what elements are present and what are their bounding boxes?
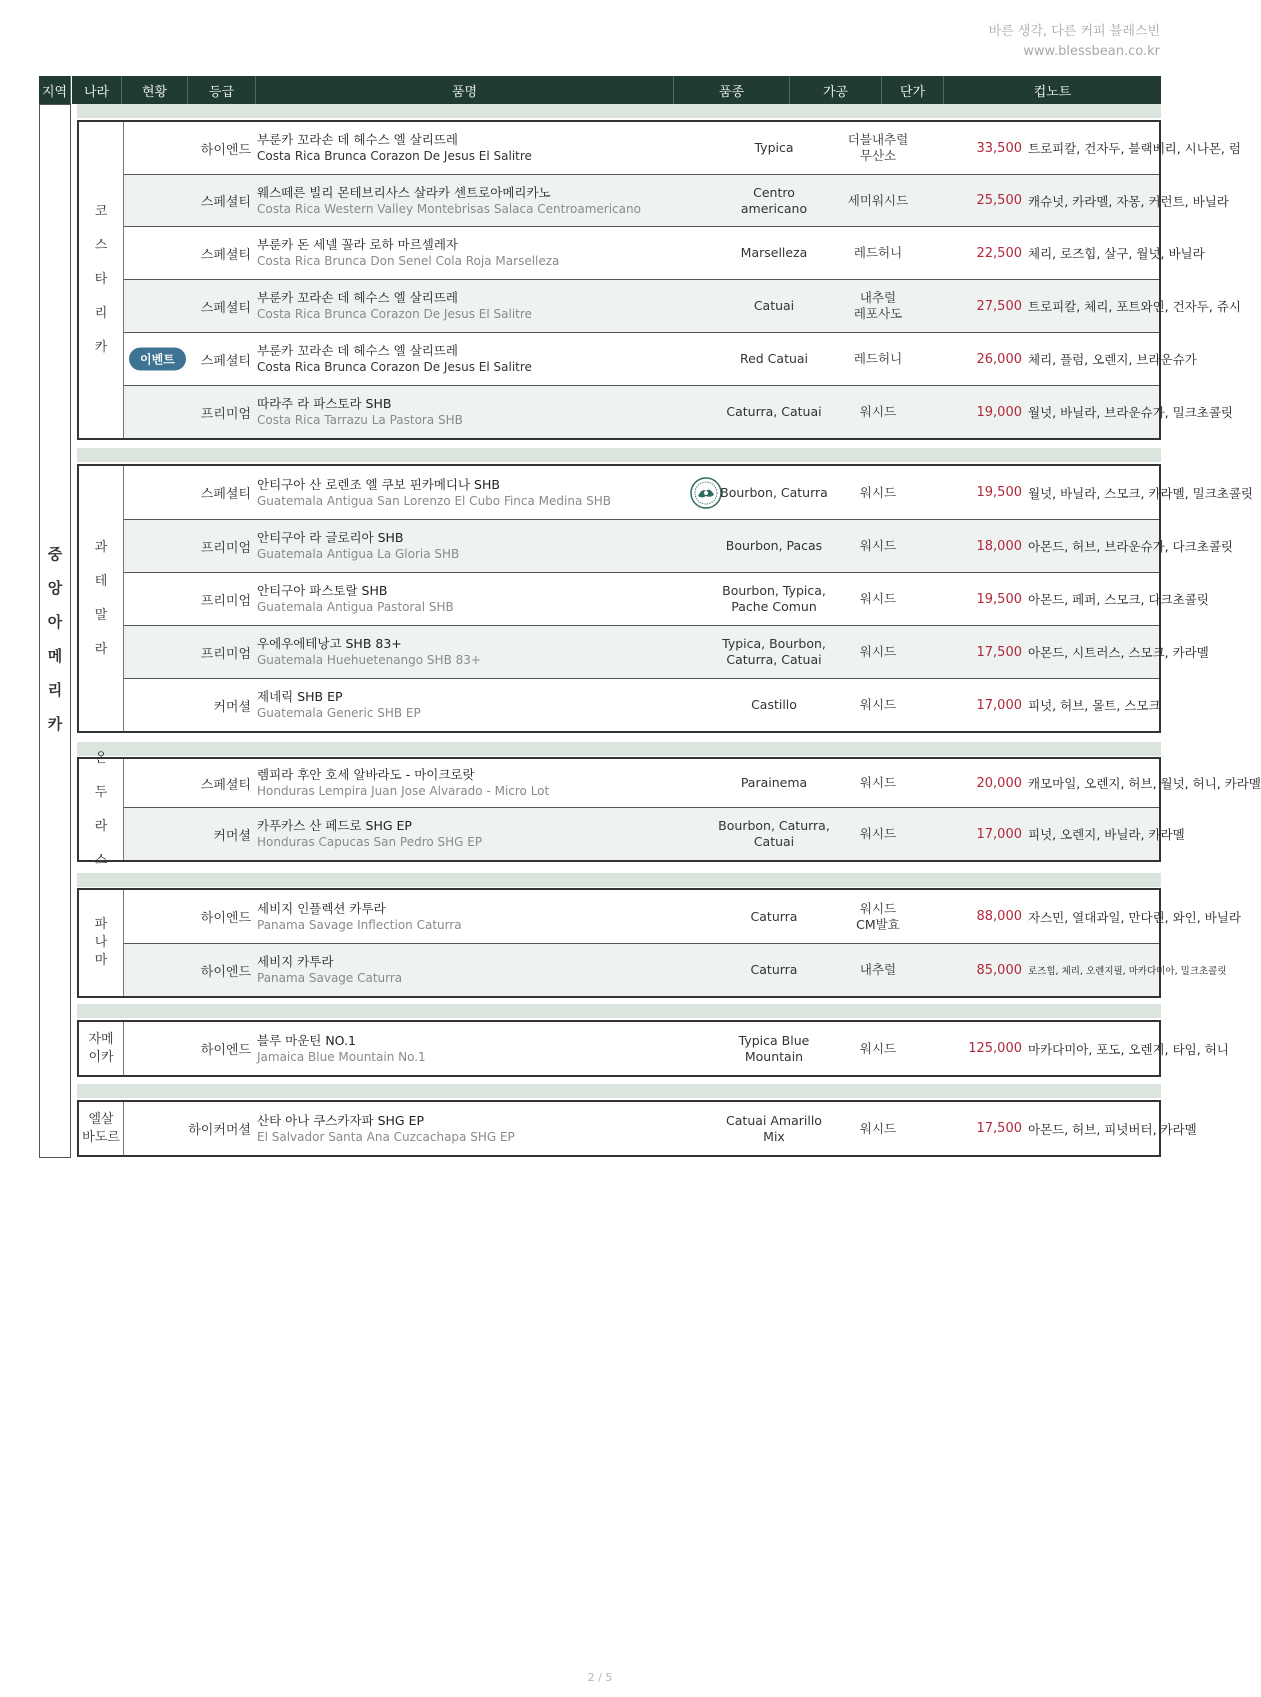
variety-line: Red Catuai — [739, 351, 809, 366]
process-line: 워시드 — [859, 404, 897, 419]
country-char: 바도르 — [82, 1129, 120, 1145]
event-badge[interactable]: 이벤트 — [129, 348, 186, 371]
cupnote-cell: 체리, 플럼, 오렌지, 브라운슈가 — [1028, 352, 1197, 367]
variety-text — [722, 636, 826, 668]
process-cell — [832, 808, 924, 860]
price-cell: 19,000 — [976, 404, 1022, 420]
header-grade: 등급 — [188, 76, 256, 104]
header-cupnote: 컵노트 — [944, 76, 1161, 104]
table-row[interactable] — [124, 332, 1197, 385]
cupnote-cell: 월넛, 바닐라, 스모크, 카라멜, 밀크초콜릿 — [1028, 485, 1253, 501]
group-separator — [77, 873, 1161, 887]
country-char: 온 — [94, 750, 108, 766]
country-char: 스 — [94, 852, 108, 868]
variety-line: Parainema — [740, 775, 808, 790]
country-name — [82, 1111, 120, 1147]
process-text — [860, 644, 896, 660]
header-process: 가공 — [790, 76, 882, 104]
variety-text — [720, 485, 828, 501]
cupnote-cell: 아몬드, 페퍼, 스모크, 다크초콜릿 — [1028, 592, 1209, 607]
variety-line: Mountain — [744, 1048, 804, 1064]
process-text — [848, 193, 908, 209]
brand-url: www.blessbean.co.kr — [1023, 44, 1160, 59]
product-name-cell — [257, 890, 657, 943]
product-name-kr: 산타 아나 쿠스카자파 SHG EP — [257, 1112, 425, 1128]
price-cell: 19,500 — [976, 485, 1022, 500]
process-cell — [832, 573, 924, 625]
process-text — [860, 697, 896, 713]
process-cell — [832, 122, 924, 174]
table-row[interactable] — [124, 466, 1253, 519]
product-name-kr: 안티구아 라 글로리아 SHB — [257, 530, 404, 545]
table-row[interactable] — [124, 1102, 1197, 1155]
process-cell — [832, 386, 924, 438]
process-cell — [832, 227, 924, 279]
product-name-en: Costa Rica Brunca Corazon De Jesus El Salitre — [257, 149, 532, 163]
process-line: 워시드 — [859, 591, 897, 606]
product-name-en: Costa Rica Western Valley Montebrisas Salaca Centroamericano — [257, 201, 641, 216]
country-cell — [79, 750, 124, 868]
table-row[interactable] — [124, 890, 1241, 943]
product-name-en: El Salvador Santa Ana Cuzcachapa SHG EP — [257, 1129, 515, 1144]
grade-cell: 스페셜티 — [200, 777, 251, 793]
product-name-en: Costa Rica Brunca Don Senel Cola Roja Marselleza — [257, 254, 560, 268]
table-row[interactable] — [124, 759, 1261, 807]
process-text — [854, 290, 902, 322]
variety-cell — [716, 944, 832, 996]
variety-line: americano — [740, 200, 808, 216]
country-char: 코 — [94, 204, 108, 219]
table-row[interactable] — [124, 1022, 1229, 1075]
process-text — [848, 132, 908, 164]
price-cell: 26,000 — [976, 351, 1022, 367]
product-name-cell — [257, 386, 657, 438]
product-name-kr: 카푸카스 산 페드로 SHG EP — [257, 818, 412, 833]
variety-line: Typica Blue — [738, 1032, 810, 1048]
process-line: 레드허니 — [853, 351, 903, 366]
product-name-cell — [257, 1022, 657, 1075]
country-name — [95, 531, 108, 667]
group-separator — [77, 742, 1161, 756]
brand-header — [989, 22, 1160, 62]
grade-cell: 하이엔드 — [200, 964, 251, 980]
product-name-en: Costa Rica Brunca Corazon De Jesus El Salitre — [257, 360, 532, 374]
region-char: 메 — [47, 647, 63, 665]
process-line: 레드허니 — [853, 245, 903, 260]
product-name-kr: 우에우에테낭고 SHB 83+ — [257, 636, 402, 651]
process-line: 내추럴 — [859, 290, 897, 305]
process-text — [860, 538, 896, 554]
product-name-kr: 블루 마운틴 NO.1 — [257, 1032, 356, 1048]
cupnote-cell: 피넛, 허브, 몰트, 스모크 — [1028, 698, 1161, 713]
variety-cell — [716, 679, 832, 731]
variety-cell — [716, 1102, 832, 1155]
process-cell — [832, 759, 924, 807]
price-cell: 125,000 — [968, 1041, 1022, 1056]
process-line: 워시드 — [859, 775, 897, 790]
process-line: 워시드 — [859, 538, 897, 553]
country-group — [77, 888, 1241, 998]
product-name-kr: 따라주 라 파스토라 SHB — [257, 396, 392, 411]
process-cell — [832, 280, 924, 332]
variety-line: Marselleza — [740, 245, 808, 260]
table-row[interactable] — [124, 943, 1227, 996]
process-text — [854, 351, 902, 367]
process-line: 워시드 — [859, 1040, 897, 1056]
process-text — [860, 404, 896, 420]
variety-cell — [716, 890, 832, 943]
product-name-en: Costa Rica Tarrazu La Pastora SHB — [257, 413, 463, 427]
product-name-kr: 안티구아 산 로렌조 엘 쿠보 핀카메디나 SHB — [257, 476, 500, 492]
country-char: 자메 — [88, 1031, 114, 1047]
price-cell: 88,000 — [976, 909, 1022, 924]
country-name — [95, 916, 108, 970]
table-row[interactable] — [124, 385, 1233, 438]
table-row[interactable] — [124, 174, 1229, 226]
variety-line: Caturra — [750, 908, 798, 924]
variety-line: Typica — [754, 140, 794, 155]
region-char: 아 — [47, 613, 63, 631]
cupnote-cell: 체리, 로즈힙, 살구, 월넛, 바닐라 — [1028, 246, 1205, 261]
variety-cell — [716, 227, 832, 279]
process-text — [856, 901, 900, 933]
product-name-kr: 부룬카 꼬라손 데 헤수스 엘 살리뜨레 — [257, 132, 458, 147]
variety-line: Catuai — [753, 834, 795, 849]
region-char: 앙 — [47, 579, 63, 597]
product-name-cell — [257, 944, 657, 996]
price-cell: 17,000 — [976, 697, 1022, 713]
table-row[interactable] — [124, 122, 1241, 174]
grade-cell: 하이엔드 — [200, 911, 251, 926]
process-cell — [832, 944, 924, 996]
product-name-cell — [257, 280, 657, 332]
product-name-en: Guatemala Antigua San Lorenzo El Cubo Finca Medina SHB — [257, 493, 612, 508]
cupnote-cell: 캐모마일, 오렌지, 허브, 월넛, 허니, 카라멜 — [1028, 776, 1261, 791]
product-name-en: Guatemala Antigua Pastoral SHB — [257, 600, 454, 614]
product-name-kr: 웨스떼른 빌리 몬테브리사스 살라카 센트로아메리카노 — [257, 184, 551, 200]
country-cell — [79, 1022, 124, 1075]
process-text — [860, 826, 896, 842]
country-char: 두 — [94, 784, 108, 800]
process-text — [860, 591, 896, 607]
page-number: 2 / 5 — [587, 1671, 613, 1684]
variety-text — [739, 1033, 810, 1065]
product-name-kr: 안티구아 파스토랄 SHB — [257, 583, 388, 598]
country-group — [77, 1020, 1229, 1077]
process-cell — [832, 466, 924, 519]
process-cell — [832, 626, 924, 678]
variety-cell — [716, 175, 832, 226]
country-group — [77, 120, 1241, 440]
variety-line: Caturra, Catuai — [726, 404, 822, 419]
country-name — [88, 1031, 113, 1067]
product-name-cell — [257, 1102, 657, 1155]
process-line: 워시드 — [859, 697, 897, 712]
region-char: 중 — [47, 545, 63, 563]
region-column — [39, 104, 71, 1158]
product-name-cell — [257, 333, 657, 385]
price-cell: 20,000 — [976, 775, 1022, 791]
product-name-en: Panama Savage Inflection Caturra — [257, 917, 462, 932]
table-row[interactable] — [124, 279, 1241, 332]
grade-cell: 스페셜티 — [200, 353, 251, 369]
process-line: 세미워시드 — [847, 192, 909, 208]
price-cell: 85,000 — [976, 962, 1022, 978]
header-variety: 품종 — [674, 76, 790, 104]
process-text — [860, 485, 896, 501]
country-char: 말 — [94, 607, 108, 623]
table-row[interactable] — [124, 625, 1209, 678]
product-name-kr: 부룬카 꼬라손 데 헤수스 엘 살리뜨레 — [257, 343, 458, 358]
grade-cell: 스페셜티 — [200, 247, 251, 263]
product-name-kr: 렘피라 후안 호세 알바라도 - 마이크로랏 — [257, 767, 475, 782]
region-char: 리 — [47, 681, 63, 699]
variety-cell — [716, 386, 832, 438]
process-text — [860, 1041, 896, 1057]
process-line: 워시드 — [859, 644, 897, 659]
variety-text — [741, 245, 808, 261]
cupnote-cell: 자스민, 열대과일, 만다린, 와인, 바닐라 — [1028, 909, 1241, 925]
product-name-en: Guatemala Antigua La Gloria SHB — [257, 547, 460, 561]
product-name-cell — [257, 175, 657, 226]
variety-line: Bourbon, Caturra — [720, 484, 828, 500]
product-name-kr: 제네릭 SHB EP — [257, 689, 343, 704]
variety-cell — [716, 626, 832, 678]
variety-text — [718, 818, 830, 850]
process-cell — [832, 333, 924, 385]
price-cell: 18,000 — [976, 538, 1022, 554]
process-line: 레포사도 — [853, 306, 903, 321]
table-row[interactable] — [124, 807, 1185, 860]
variety-line: Centro — [753, 184, 795, 200]
header-country: 나라 — [72, 76, 122, 104]
process-line: 워시드 — [859, 900, 897, 916]
product-name-en: Panama Savage Caturra — [257, 971, 403, 985]
variety-cell — [716, 1022, 832, 1075]
price-cell: 17,000 — [976, 826, 1022, 842]
price-cell: 22,500 — [976, 245, 1022, 261]
process-text — [860, 775, 896, 791]
cupnote-cell: 아몬드, 시트러스, 스모크, 카라멜 — [1028, 645, 1209, 660]
country-name — [95, 742, 108, 878]
process-cell — [832, 1102, 924, 1155]
grade-cell: 프리미엄 — [200, 406, 251, 422]
grade-cell: 커머셜 — [213, 699, 251, 715]
cupnote-cell: 월넛, 바닐라, 브라운슈가, 밀크초콜릿 — [1028, 405, 1233, 420]
grade-cell: 프리미엄 — [200, 593, 251, 609]
variety-cell — [716, 333, 832, 385]
process-line: 워시드 — [859, 826, 897, 841]
country-group — [77, 750, 1261, 868]
header-price: 단가 — [882, 76, 944, 104]
grade-cell: 스페셜티 — [200, 300, 251, 316]
variety-cell — [716, 808, 832, 860]
product-name-cell — [257, 679, 657, 731]
price-cell: 17,500 — [976, 644, 1022, 660]
variety-text — [751, 697, 797, 713]
cupnote-cell: 아몬드, 허브, 브라운슈가, 다크초콜릿 — [1028, 539, 1233, 554]
cupnote-cell: 마카다미아, 포도, 오렌지, 타임, 허니 — [1028, 1041, 1229, 1057]
country-char: 리 — [94, 306, 108, 321]
process-line: 워시드 — [859, 1120, 897, 1136]
group-separator — [77, 1084, 1161, 1098]
region-char: 카 — [47, 715, 63, 733]
price-cell: 33,500 — [976, 140, 1022, 156]
product-name-kr: 세비지 카투라 — [257, 954, 334, 969]
country-char: 라 — [94, 818, 108, 834]
variety-text — [754, 298, 794, 314]
group-separator — [77, 1004, 1161, 1018]
table-row[interactable] — [124, 678, 1159, 731]
header-status: 현황 — [122, 76, 188, 104]
grade-cell: 하이엔드 — [200, 142, 251, 158]
country-char: 엘살 — [88, 1111, 114, 1127]
cupnote-cell: 트로피칼, 건자두, 블랙베리, 시나몬, 럼 — [1028, 141, 1241, 156]
product-name-cell — [257, 520, 657, 572]
header-name: 품명 — [256, 76, 674, 104]
country-cell — [79, 890, 124, 996]
variety-line: Bourbon, Typica, — [722, 583, 826, 598]
process-line: 내추럴 — [859, 962, 897, 977]
country-char: 테 — [94, 573, 108, 589]
variety-cell — [716, 280, 832, 332]
table-row[interactable] — [124, 519, 1233, 572]
country-cell — [79, 466, 124, 731]
variety-cell — [716, 759, 832, 807]
grade-cell: 하이커머셜 — [188, 1123, 251, 1138]
variety-line: Pache Comun — [731, 599, 817, 614]
header-region: 지역 — [39, 76, 71, 104]
country-char: 파 — [94, 917, 108, 932]
cupnote-cell: 트로피칼, 체리, 포트와인, 건자두, 쥬시 — [1028, 299, 1241, 314]
product-name-cell — [257, 759, 657, 807]
product-name-en: Guatemala Generic SHB EP — [257, 706, 421, 720]
process-text — [860, 962, 896, 978]
group-separator — [77, 448, 1161, 462]
product-name-kr: 부룬카 돈 세넬 꼴라 로하 마르셀레자 — [257, 237, 458, 252]
variety-line: Caturra, Catuai — [726, 652, 822, 667]
product-name-cell — [257, 227, 657, 279]
variety-text — [726, 1113, 822, 1145]
cupnote-cell: 로즈힙, 체리, 오렌지필, 마카다미아, 밀크초콜릿 — [1028, 966, 1227, 977]
process-text — [860, 1121, 896, 1137]
group-separator — [77, 104, 1161, 118]
country-group — [77, 464, 1253, 733]
process-line: CM발효 — [856, 916, 900, 932]
process-cell — [832, 1022, 924, 1075]
grade-cell: 하이엔드 — [200, 1043, 251, 1058]
country-cell — [79, 1102, 124, 1155]
variety-line: Bourbon, Pacas — [725, 538, 823, 553]
brand-slogan: 바른 생각, 다른 커피 블레스빈 — [988, 24, 1160, 39]
process-line: 무산소 — [859, 148, 897, 163]
product-name-cell — [257, 466, 657, 519]
variety-text — [754, 140, 793, 156]
price-cell: 17,500 — [976, 1121, 1022, 1136]
variety-cell — [716, 122, 832, 174]
variety-line: Caturra — [750, 962, 798, 977]
process-text — [854, 245, 902, 261]
variety-line: Castillo — [751, 697, 797, 712]
process-cell — [832, 679, 924, 731]
product-name-cell — [257, 626, 657, 678]
process-line: 워시드 — [859, 484, 897, 500]
process-line: 더블내추럴 — [847, 132, 909, 147]
process-cell — [832, 520, 924, 572]
process-cell — [832, 890, 924, 943]
product-name-kr: 부룬카 꼬라손 데 헤수스 엘 살리뜨레 — [257, 290, 458, 305]
country-char: 카 — [94, 340, 108, 355]
variety-line: Mix — [763, 1128, 785, 1144]
country-cell — [79, 122, 124, 438]
variety-cell — [716, 520, 832, 572]
variety-text — [741, 775, 807, 791]
variety-text — [722, 583, 826, 615]
cupnote-cell: 캐슈넛, 카라멜, 자몽, 커런트, 바닐라 — [1028, 193, 1229, 209]
grade-cell: 스페셜티 — [200, 487, 251, 502]
product-name-en: Costa Rica Brunca Corazon De Jesus El Salitre — [257, 307, 532, 321]
country-name — [95, 195, 108, 365]
country-char: 라 — [94, 641, 108, 657]
price-cell: 27,500 — [976, 298, 1022, 314]
country-char: 타 — [94, 272, 108, 287]
product-name-en: Guatemala Huehuetenango SHB 83+ — [257, 653, 481, 667]
variety-cell — [716, 466, 832, 519]
grade-cell: 프리미엄 — [200, 540, 251, 556]
variety-text — [741, 185, 807, 217]
country-char: 과 — [94, 539, 108, 555]
grade-cell: 프리미엄 — [200, 646, 251, 662]
country-group — [77, 1100, 1197, 1157]
cupnote-cell: 아몬드, 허브, 피넛버터, 카라멜 — [1028, 1121, 1197, 1137]
table-row[interactable] — [124, 226, 1205, 279]
variety-text — [751, 962, 798, 978]
product-name-cell — [257, 573, 657, 625]
variety-line: Catuai — [753, 298, 795, 313]
variety-text — [726, 538, 822, 554]
product-name-kr: 세비지 인플렉션 카투라 — [257, 900, 386, 916]
price-cell: 19,500 — [976, 591, 1022, 607]
product-name-en: Jamaica Blue Mountain No.1 — [257, 1049, 426, 1064]
country-char: 이카 — [88, 1049, 114, 1065]
variety-text — [751, 909, 798, 925]
cupnote-cell: 피넛, 오렌지, 바닐라, 카라멜 — [1028, 827, 1185, 842]
product-name-cell — [257, 808, 657, 860]
variety-line: Typica, Bourbon, — [722, 636, 826, 651]
variety-line: Catuai Amarillo — [726, 1112, 822, 1128]
variety-cell — [716, 573, 832, 625]
grade-cell: 스페셜티 — [200, 195, 251, 210]
grade-cell: 커머셜 — [213, 828, 251, 844]
country-char: 스 — [94, 238, 108, 253]
product-name-en: Honduras Lempira Juan Jose Alvarado - Micro Lot — [257, 784, 550, 798]
product-name-en: Honduras Capucas San Pedro SHG EP — [257, 835, 483, 849]
variety-text — [726, 404, 821, 420]
product-name-cell — [257, 122, 657, 174]
table-row[interactable] — [124, 572, 1209, 625]
country-char: 마 — [94, 953, 108, 968]
price-cell: 25,500 — [976, 193, 1022, 208]
variety-text — [740, 351, 808, 367]
process-cell — [832, 175, 924, 226]
country-char: 나 — [94, 935, 108, 950]
variety-line: Bourbon, Caturra, — [718, 818, 830, 833]
